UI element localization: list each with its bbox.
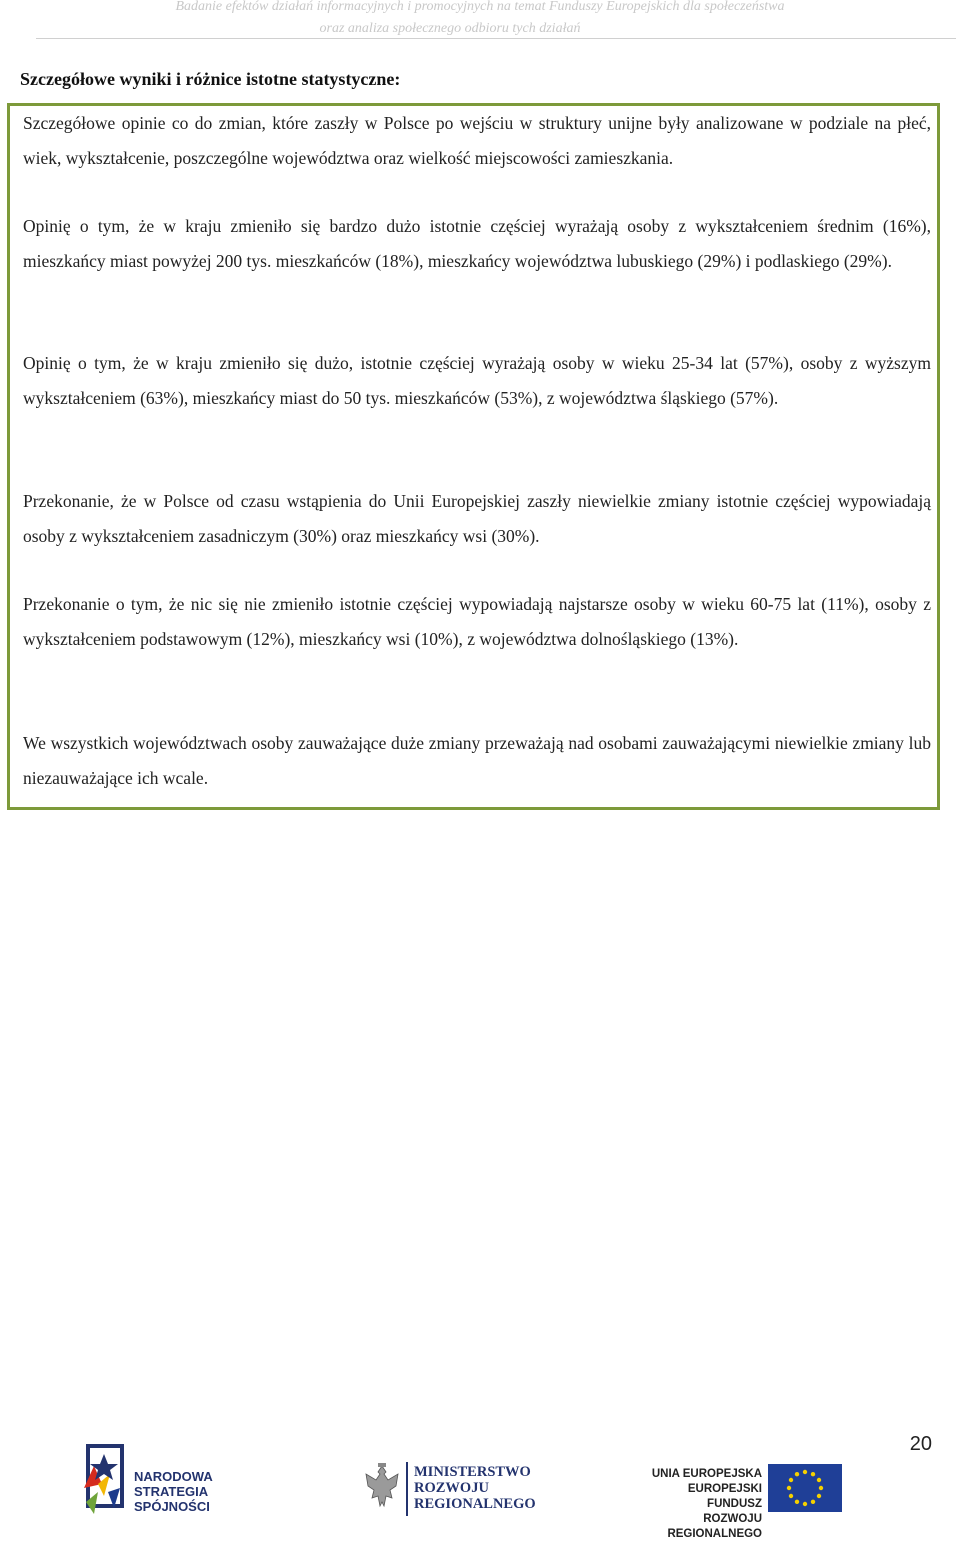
mrr-line-2: ROZWOJU [414,1480,489,1496]
findings-box [7,103,940,810]
eu-line-2: EUROPEJSKI FUNDUSZ [687,1483,762,1510]
header-line-1: Badanie efektów działań informacyjnych i promocyjnych na temat Funduszy Europejskich dla społeczeństwa [175,0,785,14]
mrr-line-3: REGIONALNEGO [414,1496,536,1512]
mrr-divider [406,1462,408,1516]
paragraph: Przekonanie, że w Polsce od czasu wstąpienia do Unii Europejskiej zaszły niewielkie zmiany istotnie częściej wypowiadają osoby z wykształceniem zasadniczym (30%) oraz mieszkańcy wsi (30%). [23,491,931,546]
nss-logo [80,1444,280,1520]
eu-line-1: UNIA EUROPEJSKA [651,1468,762,1480]
eagle-emblem-icon [362,1462,402,1514]
nss-emblem-icon [80,1444,130,1520]
page-number: 20 [909,1433,932,1455]
paragraph: Szczegółowe opinie co do zmian, które zaszły w Polsce po wejściu w struktury unijne były analizowane w podziale na płeć, wiek, wykształcenie, poszczególne województwa oraz wielkość miejscowości zamieszkania. [23,113,931,168]
header-line-2: oraz analiza społecznego odbioru tych działań [319,21,581,36]
eu-logo [640,1462,850,1540]
eu-flag-icon [768,1464,842,1512]
nss-line-1: NARODOWA [134,1469,213,1484]
eu-line-3: ROZWOJU REGIONALNEGO [667,1513,762,1540]
paragraph: Przekonanie o tym, że nic się nie zmieniło istotnie częściej wypowiadają najstarsze osoby w wieku 60-75 lat (11%), osoby z wykształceniem podstawowym (12%), mieszkańcy wsi (10%), z województwa dolnośląskiego (13%). [23,594,931,649]
paragraph: Opinię o tym, że w kraju zmieniło się dużo, istotnie częściej wyrażają osoby w wieku 25-34 lat (57%), osoby z wyższym wykształceniem (63%), mieszkańcy miast do 50 tys. mieszkańców (53%), z województwa śląskiego (57%). [23,353,931,408]
nss-line-2: STRATEGIA SPÓJNOŚCI [134,1484,210,1514]
paragraph: Opinię o tym, że w kraju zmieniło się bardzo dużo istotnie częściej wyrażają osoby z wykształceniem średnim (16%), mieszkańcy miast powyżej 200 tys. mieszkańców (18%), mieszkańcy województwa lubuskiego (29%) i podlaskiego (29%). [23,216,931,271]
paragraph: We wszystkich województwach osoby zauważające duże zmiany przeważają nad osobami zauważającymi niewielkie zmiany lub niezauważające ich wcale. [23,733,931,788]
header-divider [36,38,956,39]
mrr-line-1: MINISTERSTWO [414,1464,531,1480]
mrr-logo [362,1460,542,1520]
section-heading: Szczegółowe wyniki i różnice istotne statystyczne: [20,69,401,89]
